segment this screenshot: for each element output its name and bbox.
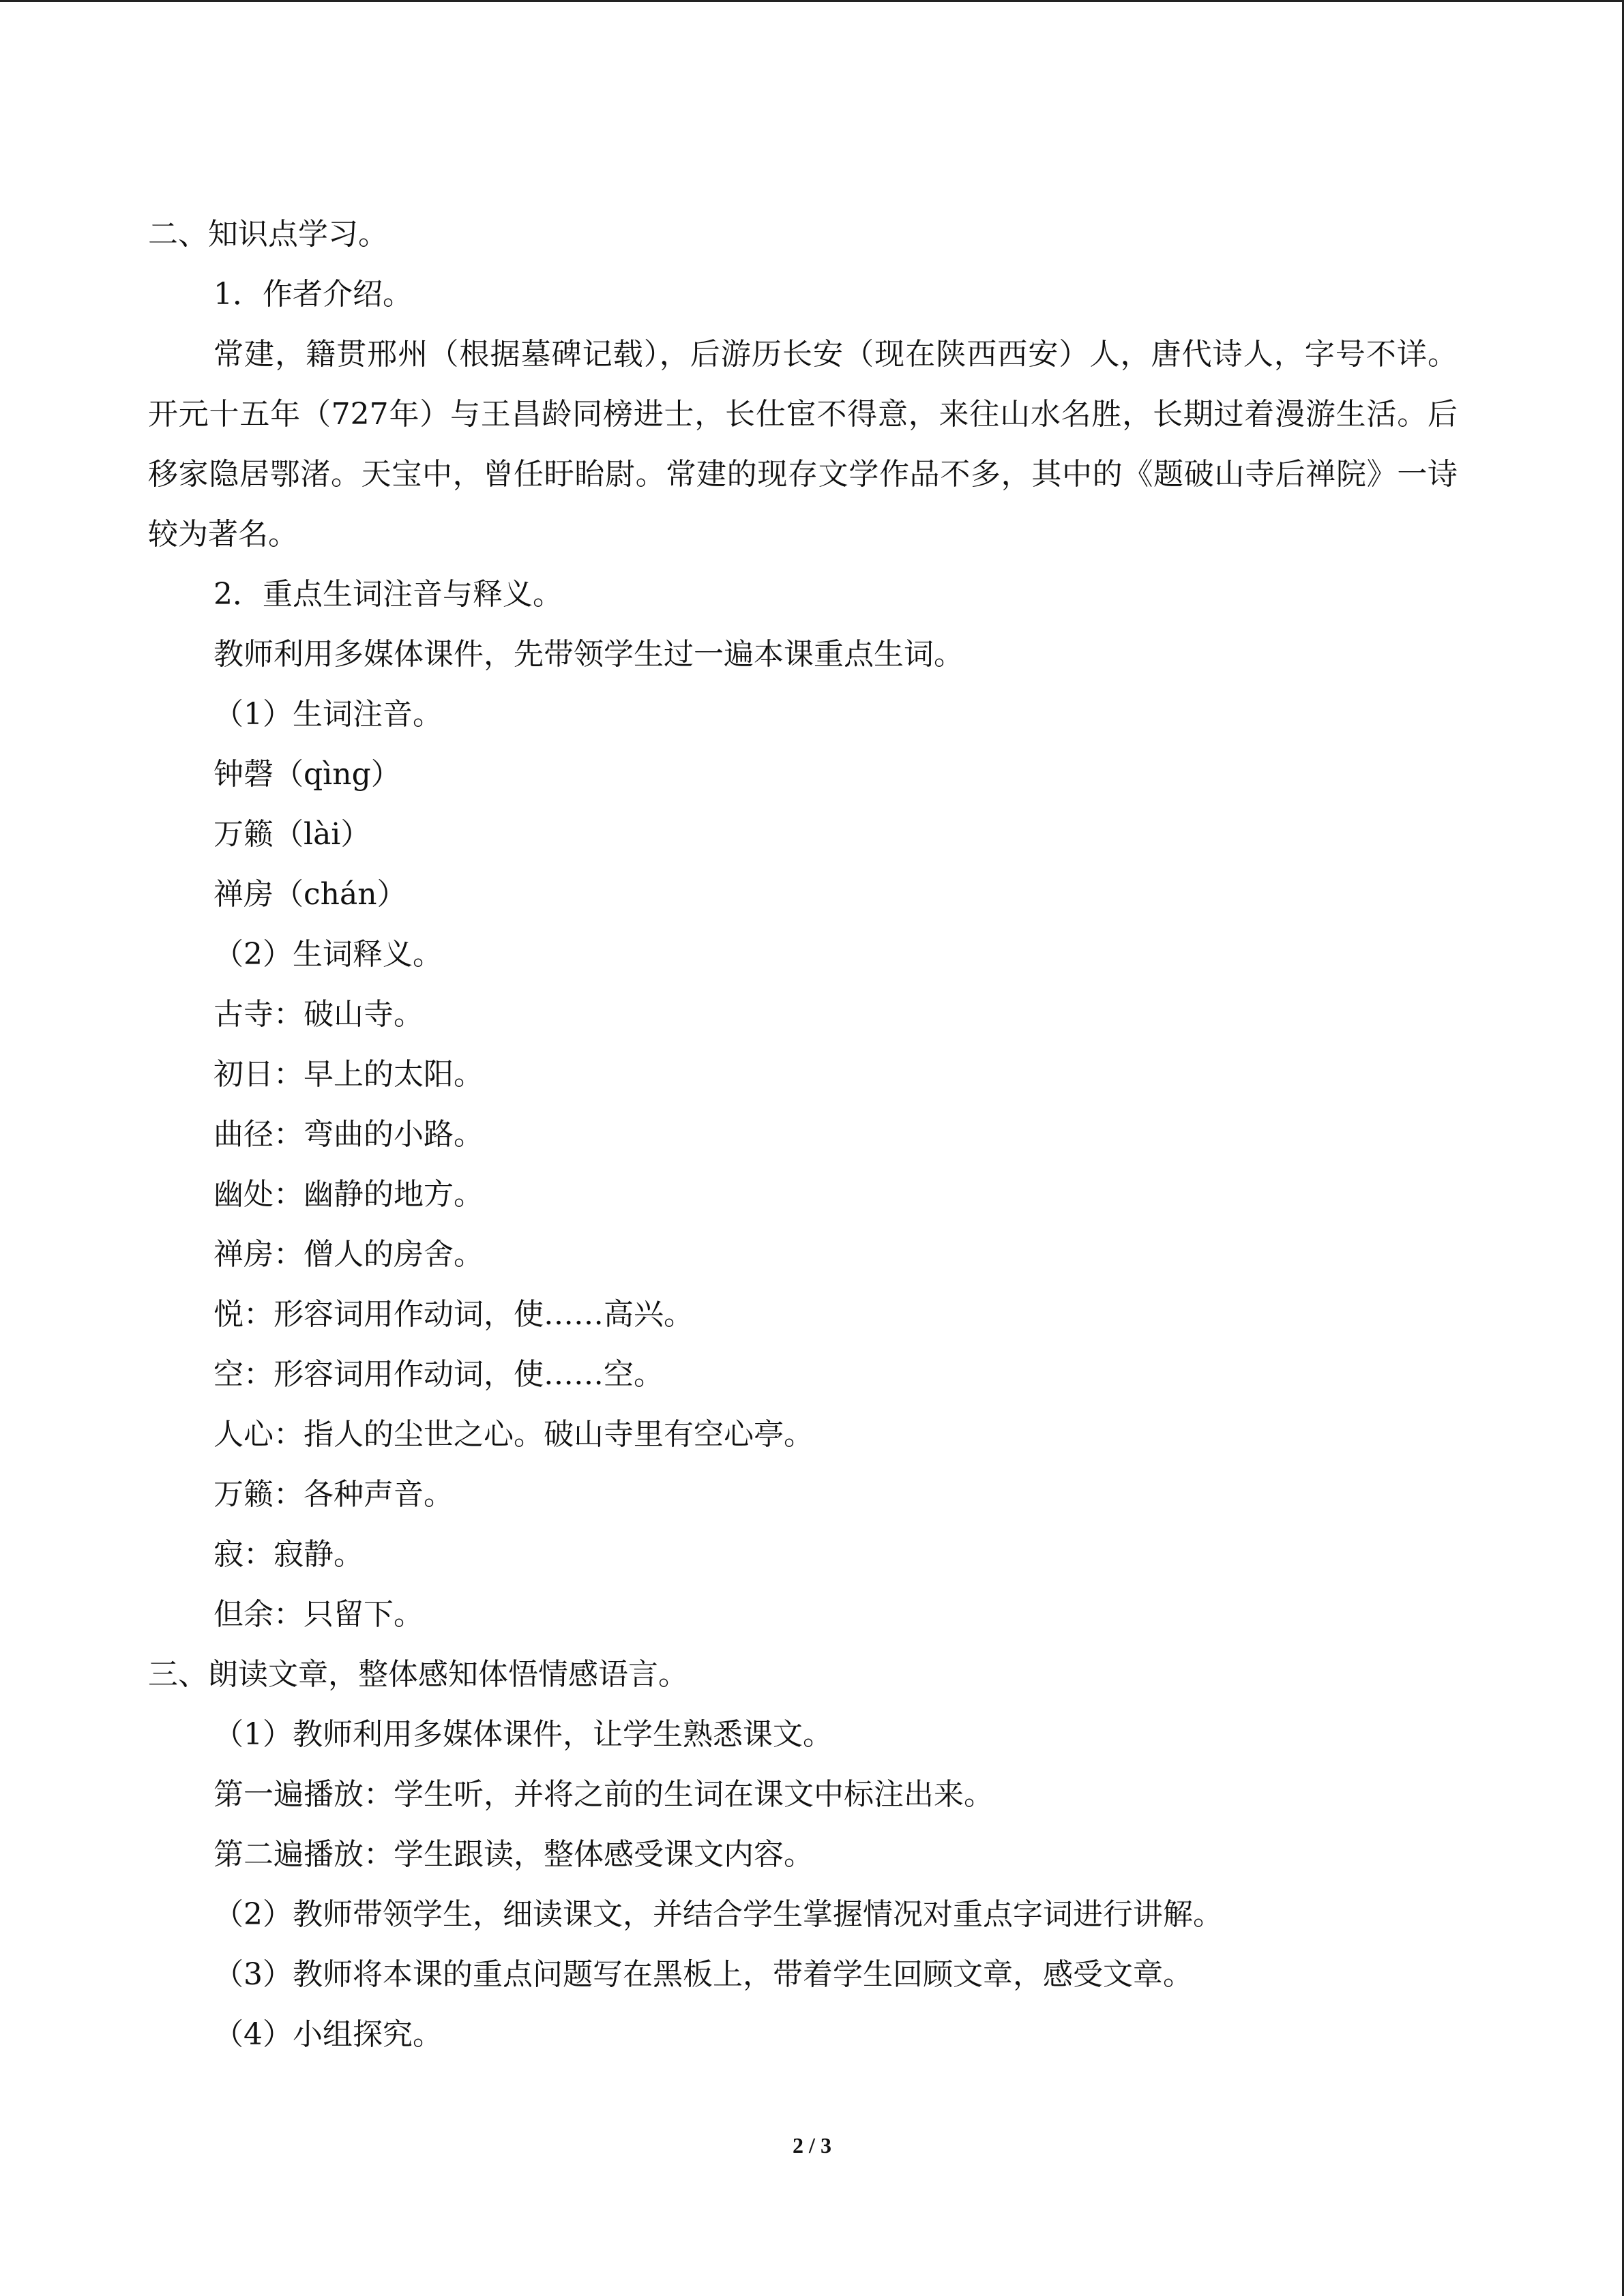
definition-item: 初日：早上的太阳。 xyxy=(213,1057,484,1092)
play-1: 第一遍播放：学生听，并将之前的生词在课文中标注出来。 xyxy=(213,1777,994,1812)
pronunciation-item: 万籁（lài） xyxy=(213,817,371,852)
page-number: 2 / 3 xyxy=(793,2133,831,2158)
pronunciation-item: 禅房（chán） xyxy=(213,877,407,912)
definition-item: 悦：形容词用作动词，使……高兴。 xyxy=(213,1297,694,1332)
definition-item: 曲径：弯曲的小路。 xyxy=(213,1117,484,1152)
play-2: 第二遍播放：学生跟读，整体感受课文内容。 xyxy=(213,1837,814,1872)
item-vocab: 2．重点生词注音与释义。 xyxy=(213,577,563,612)
definition-item: 幽处：幽静的地方。 xyxy=(213,1177,484,1212)
definition-item: 空：形容词用作动词，使……空。 xyxy=(213,1357,664,1392)
section-heading-3: 三、朗读文章，整体感知体悟情感语言。 xyxy=(148,1657,688,1692)
definition-item: 人心：指人的尘世之心。破山寺里有空心亭。 xyxy=(213,1417,814,1452)
definition-item: 寂：寂静。 xyxy=(213,1537,364,1572)
document-body xyxy=(148,205,1458,2065)
step-2: （2）教师带领学生，细读课文，并结合学生掌握情况对重点字词进行讲解。 xyxy=(213,1897,1223,1932)
definition-item: 但余：只留下。 xyxy=(213,1597,424,1632)
author-paragraph: 常建，籍贯邢州（根据墓碑记载），后游历长安（现在陕西西安）人，唐代诗人，字号不详。开元十五年（727年）与王昌龄同榜进士，长仕宦不得意，来往山水名胜，长期过着漫游生活。后移家隐居鄂渚。天宝中，曾任盱眙尉。常建的现存文学作品不多，其中的《题破山寺后禅院》一诗较为著名。 xyxy=(148,337,1458,552)
definition-item: 古寺：破山寺。 xyxy=(213,997,424,1032)
vocab-intro: 教师利用多媒体课件，先带领学生过一遍本课重点生词。 xyxy=(213,637,964,672)
definition-item: 禅房：僧人的房舍。 xyxy=(213,1237,484,1272)
pronunciation-item: 钟磬（qìng） xyxy=(213,757,401,792)
step-3: （3）教师将本课的重点问题写在黑板上，带着学生回顾文章，感受文章。 xyxy=(213,1957,1193,1992)
section-heading-2: 二、知识点学习。 xyxy=(148,217,388,252)
definition-heading: （2）生词释义。 xyxy=(213,937,443,972)
step-4: （4）小组探究。 xyxy=(213,2017,443,2052)
item-author-intro: 1．作者介绍。 xyxy=(213,277,413,312)
definition-item: 万籁：各种声音。 xyxy=(213,1477,454,1512)
step-1: （1）教师利用多媒体课件，让学生熟悉课文。 xyxy=(213,1717,833,1752)
pronunciation-heading: （1）生词注音。 xyxy=(213,697,443,732)
